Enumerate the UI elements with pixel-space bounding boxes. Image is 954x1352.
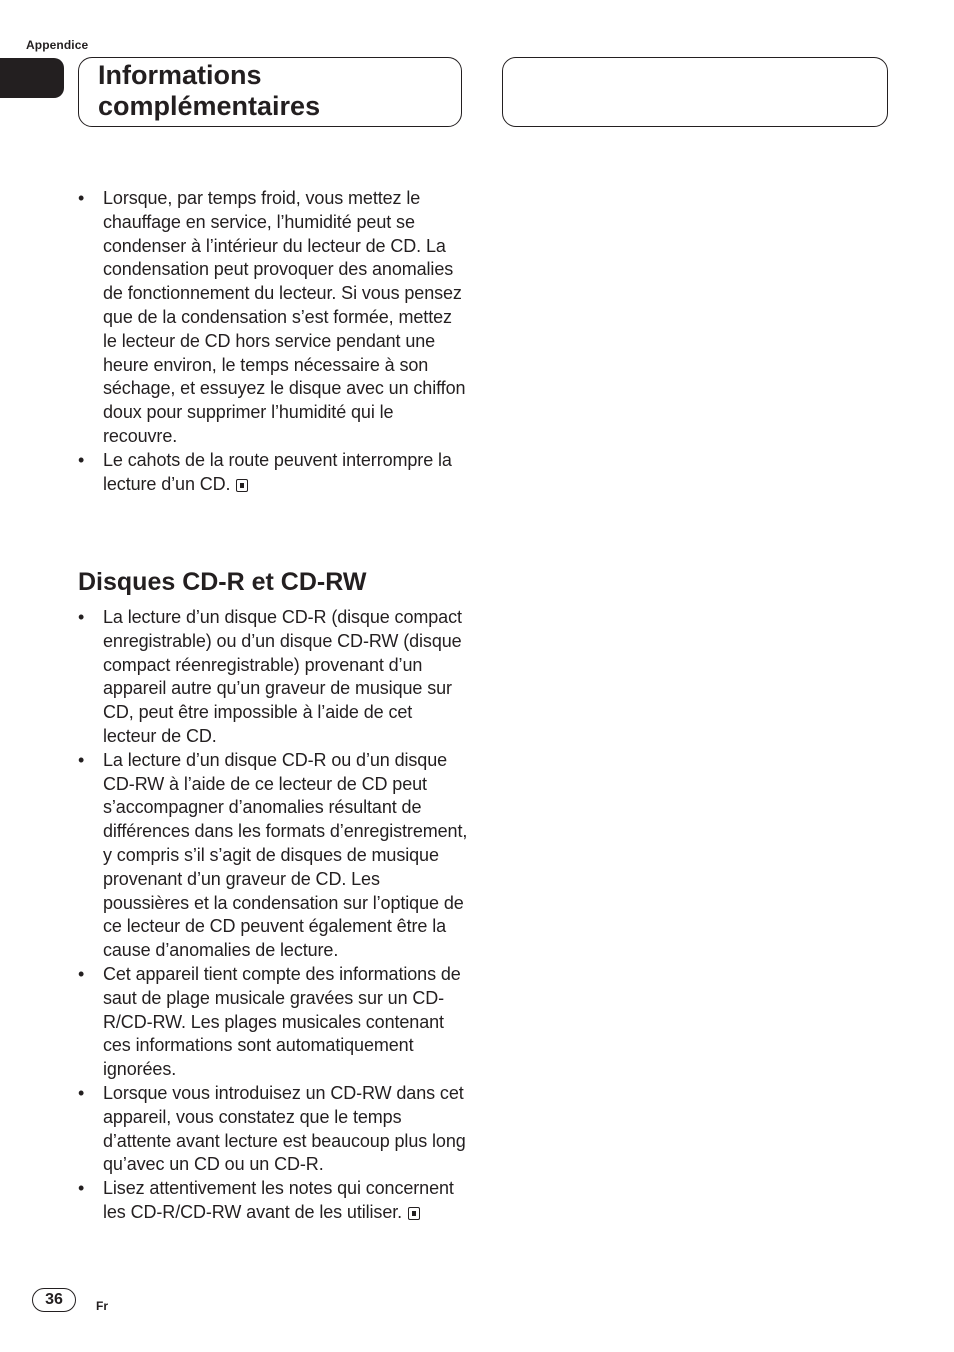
section-2-list (78, 606, 468, 1225)
section-tab-marker (0, 58, 64, 98)
list-item: • Lisez attentivement les notes qui concernent les CD-R/CD-RW avant de les utiliser. (78, 1177, 468, 1225)
page-number: 36 (32, 1288, 76, 1312)
list-item: • Lorsque, par temps froid, vous mettez le chauffage en service, l’humidité peut se condenser à l’intérieur du lecteur de CD. La condensation peut provoquer des anomalies de fonctionnement du lecteur. Si vous pensez que de la condensation s’est formée, mettez le lecteur de CD hors service pendant une heure environ, le temps nécessaire à son séchage, et essuyez le disque avec un chiffon doux pour supprimer l’humidité qui le recouvre. (78, 187, 468, 449)
section-1-body (78, 187, 468, 496)
section-1-list (78, 187, 468, 496)
list-item: • Le cahots de la route peuvent interrompre la lecture d’un CD. (78, 449, 468, 497)
section-title: Disques CD-R et CD-RW (78, 568, 367, 596)
end-of-section-icon (236, 479, 248, 492)
list-item: • La lecture d’un disque CD-R ou d’un disque CD-RW à l’aide de ce lecteur de CD peut s’accompagner d’anomalies résultant de différences dans les formats d’enregistrement, y compris s’il s’agit de disques de musique provenant d’un graveur de CD. Les poussières et la condensation sur l’optique de ce lecteur de CD peuvent également être la cause d’anomalies de lecture. (78, 749, 468, 963)
header-title-box (78, 57, 462, 127)
list-item: • La lecture d’un disque CD-R (disque compact enregistrable) ou d’un disque CD-RW (disque compact réenregistrable) provenant d’un appareil autre qu’un graveur de musique sur CD, peut être impossible à l’aide de cet lecteur de CD. (78, 606, 468, 749)
language-label: Fr (96, 1299, 108, 1313)
list-item: • Lorsque vous introduisez un CD-RW dans cet appareil, vous constatez que le temps d’attente avant lecture est beaucoup plus long qu’avec un CD ou un CD-R. (78, 1082, 468, 1177)
appendix-label: Appendice (26, 38, 89, 52)
list-item: • Cet appareil tient compte des informations de saut de plage musicale gravées sur un CD-R/CD-RW. Les plages musicales contenant ces informations sont automatiquement ignorées. (78, 963, 468, 1082)
end-of-section-icon (408, 1207, 420, 1220)
header-empty-box (502, 57, 888, 127)
section-2-body (78, 606, 468, 1225)
page-title: Informations complémentaires (98, 60, 321, 121)
